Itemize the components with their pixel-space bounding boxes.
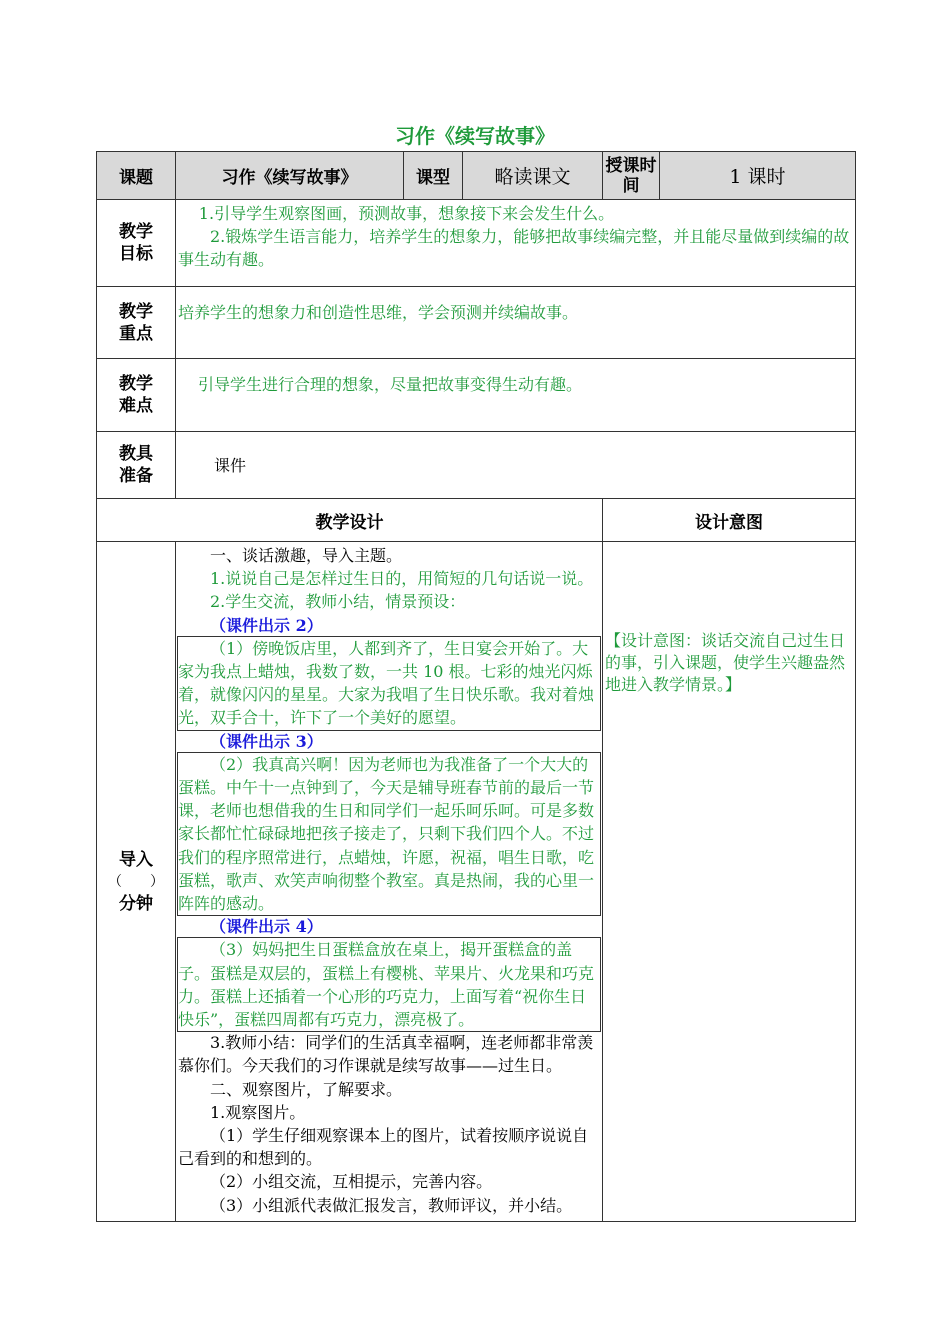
goal-line-1: 1.引导学生观察图画，预测故事，想象接下来会发生什么。: [198, 204, 615, 223]
step-3: 3.教师小结：同学们的生活真幸福啊，连老师都非常羡慕你们。今天我们的习作课就是续写故事——过生日。: [178, 1033, 594, 1076]
goals-text: [176, 200, 856, 287]
page-title: 习作《续写故事》: [395, 124, 555, 148]
section-content: [176, 542, 603, 1222]
difficulty-label: 教学难点: [97, 359, 176, 432]
quote-2: （2）我真高兴啊！因为老师也为我准备了一个大大的蛋糕。中午十一点钟到了，今天是辅导班春节前的最后一节课，老师也想借我的生日和同学们一起乐呵乐呵。可是多数家长都忙忙碌碌地把孩子接走了，只剩下我们四个人。不过我们的程序照常进行，点蜡烛，许愿，祝福，唱生日歌，吃蛋糕，歌声、欢笑声响彻整个教室。真是热闹，我的心里一阵阵的感动。: [178, 753, 600, 915]
observe-2: （2）小组交流，互相提示，完善内容。: [210, 1172, 493, 1192]
focus-row: [97, 287, 856, 359]
intent-header: 设计意图: [603, 499, 856, 542]
topic-value: 习作《续写故事》: [176, 152, 404, 200]
focus-label: 教学重点: [97, 287, 176, 359]
goals-row: [97, 200, 856, 287]
difficulty-row: [97, 359, 856, 432]
lesson-plan-table: [96, 151, 856, 1222]
design-intent: 【设计意图：谈话交流自己过生日的事，引入课题，使学生兴趣盎然地进入教学情景。】: [603, 542, 856, 1222]
type-label: 课型: [404, 152, 463, 200]
observe-3: （3）小组派代表做汇报发言，教师评议，并小结。: [210, 1195, 573, 1215]
header-row: [97, 152, 856, 200]
observe-1: （1）学生仔细观察课本上的图片，试着按顺序说说自己看到的和想到的。: [178, 1126, 589, 1169]
goals-label: 教学目标: [97, 200, 176, 287]
difficulty-text: 引导学生进行合理的想象，尽量把故事变得生动有趣。: [176, 359, 856, 432]
goal-line-2: 2.锻炼学生语言能力，培养学生的想象力，能够把故事续编完整，并且能尽量做到续编的故事生动有趣。: [178, 227, 850, 269]
hours-value: 1 课时: [660, 152, 856, 200]
quote-1: （1）傍晚饭店里，人都到齐了，生日宴会开始了。大家为我点上蜡烛，我数了数，一共 10 根。七彩的烛光闪烁着，就像闪闪的星星。大家为我唱了生日快乐歌。我对着烛光，双手合十，许下了一个美好的愿望。: [178, 637, 600, 730]
step-1: 1.说说自己是怎样过生日的，用简短的几句话说一说。: [210, 569, 594, 589]
intro-section-row: [97, 542, 856, 1222]
show-slide-4: （课件出示 4）: [210, 917, 323, 937]
hours-label: 授课时间: [603, 152, 660, 200]
step-2: 2.学生交流，教师小结，情景预设：: [210, 592, 466, 612]
tools-label: 教具准备: [97, 432, 176, 499]
observe-step: 1.观察图片。: [210, 1102, 306, 1122]
show-slide-3: （课件出示 3）: [210, 731, 323, 751]
step-intro: 一、谈话激趣，导入主题。: [210, 546, 403, 565]
type-value: 略读课文: [463, 152, 603, 200]
design-header: 教学设计: [97, 499, 603, 542]
quote-3: （3）妈妈把生日蛋糕盒放在桌上，揭开蛋糕盒的盖子。蛋糕是双层的，蛋糕上有樱桃、苹果片、火龙果和巧克力。蛋糕上还插着一个心形的巧克力，上面写着“祝你生日快乐”，蛋糕四周都有巧克力，漂亮极了。: [178, 938, 600, 1031]
show-slide-2: （课件出示 2）: [210, 615, 323, 635]
topic-label: 课题: [97, 152, 176, 200]
part-two-heading: 二、观察图片，了解要求。: [210, 1079, 403, 1099]
section-label: 导入 （ ） 分钟: [97, 542, 176, 1222]
focus-text: 培养学生的想象力和创造性思维，学会预测并续编故事。: [176, 287, 856, 359]
design-header-row: [97, 499, 856, 542]
tools-text: 课件: [176, 432, 856, 499]
tools-row: [97, 432, 856, 499]
